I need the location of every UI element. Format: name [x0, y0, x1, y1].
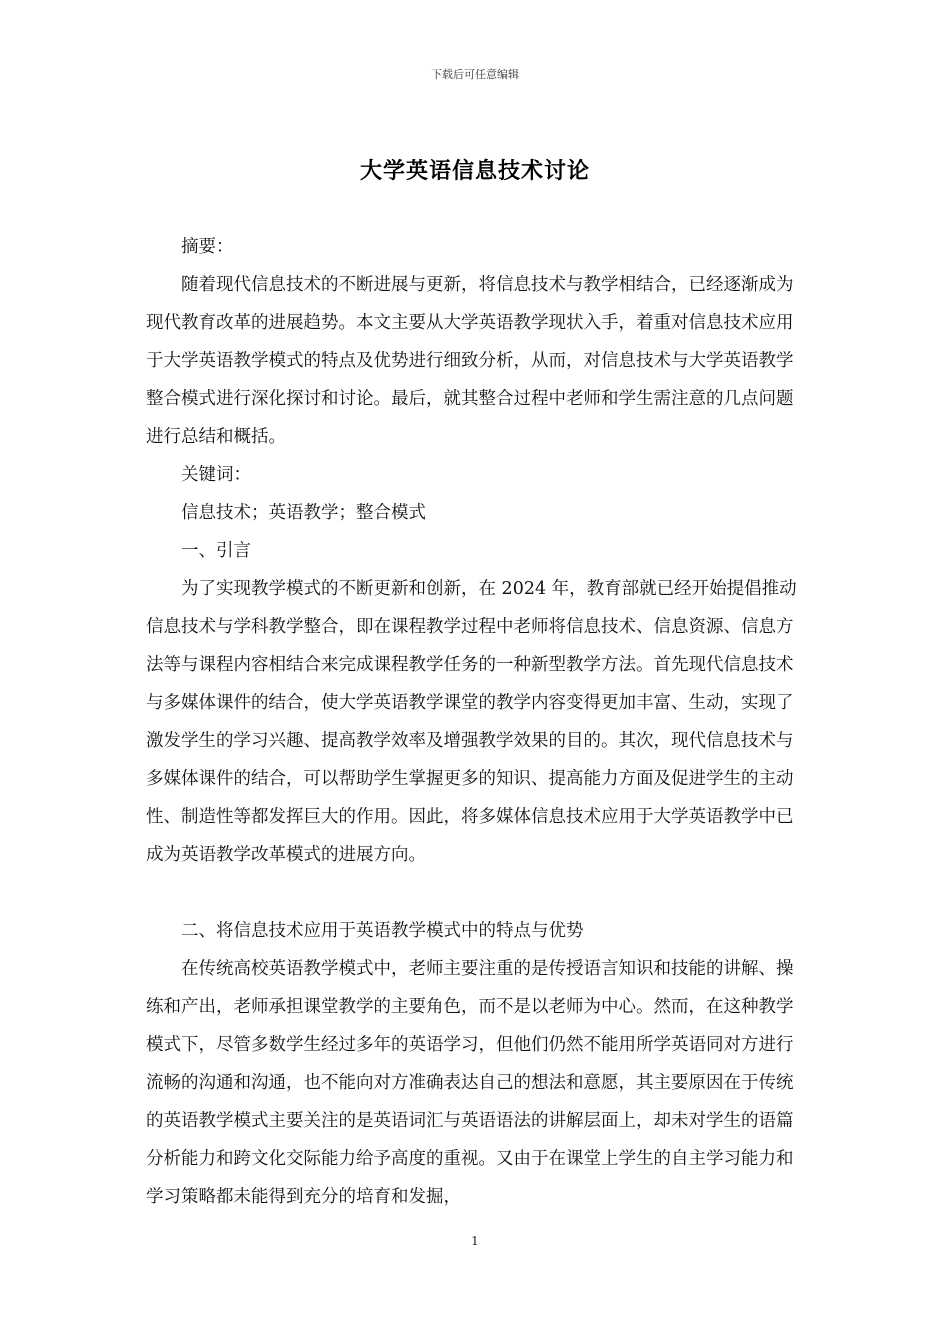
- section2-paragraph: 在传统高校英语教学模式中，老师主要注重的是传授语言知识和技能的讲解、操练和产出，老师承担课堂教学的主要角色，而不是以老师为中心。然而，在这种教学模式下，尽管多数学生经过多年的英语学习，但他们仍然不能用所学英语同对方进行流畅的沟通和沟通，也不能向对方准确表达自己的想法和意愿，其主要原因在于传统的英语教学模式主要关注的是英语词汇与英语语法的讲解层面上，却未对学生的语篇分析能力和跨文化交际能力给予高度的重视。又由于在课堂上学生的自主学习能力和学习策略都未能得到充分的培育和发掘，: [146, 959, 794, 1207]
- document-title: 大学英语信息技术讨论: [359, 158, 590, 184]
- keywords-text: 信息技术；英语教学；整合模式: [181, 503, 426, 523]
- section1-heading: 一、引言: [181, 541, 251, 561]
- page-number: 1: [471, 1234, 479, 1248]
- abstract-label: 摘要：: [181, 237, 234, 257]
- page-header-note: 下载后可任意编辑: [431, 68, 519, 81]
- keywords-label: 关键词：: [181, 465, 251, 485]
- section2-heading: 二、将信息技术应用于英语教学模式中的特点与优势: [181, 921, 584, 941]
- document-body: [146, 228, 806, 1216]
- paragraph-spacer: [146, 874, 806, 912]
- section1-paragraph: 为了实现教学模式的不断更新和创新，在 2024 年，教育部就已经开始提倡推动信息技术与学科教学整合，即在课程教学过程中老师将信息技术、信息资源、信息方法等与课程内容相结合来完成课程教学任务的一种新型教学方法。首先现代信息技术与多媒体课件的结合，使大学英语教学课堂的教学内容变得更加丰富、生动，实现了激发学生的学习兴趣、提高教学效率及增强教学效果的目的。其次，现代信息技术与多媒体课件的结合，可以帮助学生掌握更多的知识、提高能力方面及促进学生的主动性、制造性等都发挥巨大的作用。因此，将多媒体信息技术应用于大学英语教学中已成为英语教学改革模式的进展方向。: [146, 579, 797, 865]
- abstract-paragraph: 随着现代信息技术的不断进展与更新，将信息技术与教学相结合，已经逐渐成为现代教育改革的进展趋势。本文主要从大学英语教学现状入手，着重对信息技术应用于大学英语教学模式的特点及优势进行细致分析，从而，对信息技术与大学英语教学整合模式进行深化探讨和讨论。最后，就其整合过程中老师和学生需注意的几点问题进行总结和概括。: [146, 275, 794, 447]
